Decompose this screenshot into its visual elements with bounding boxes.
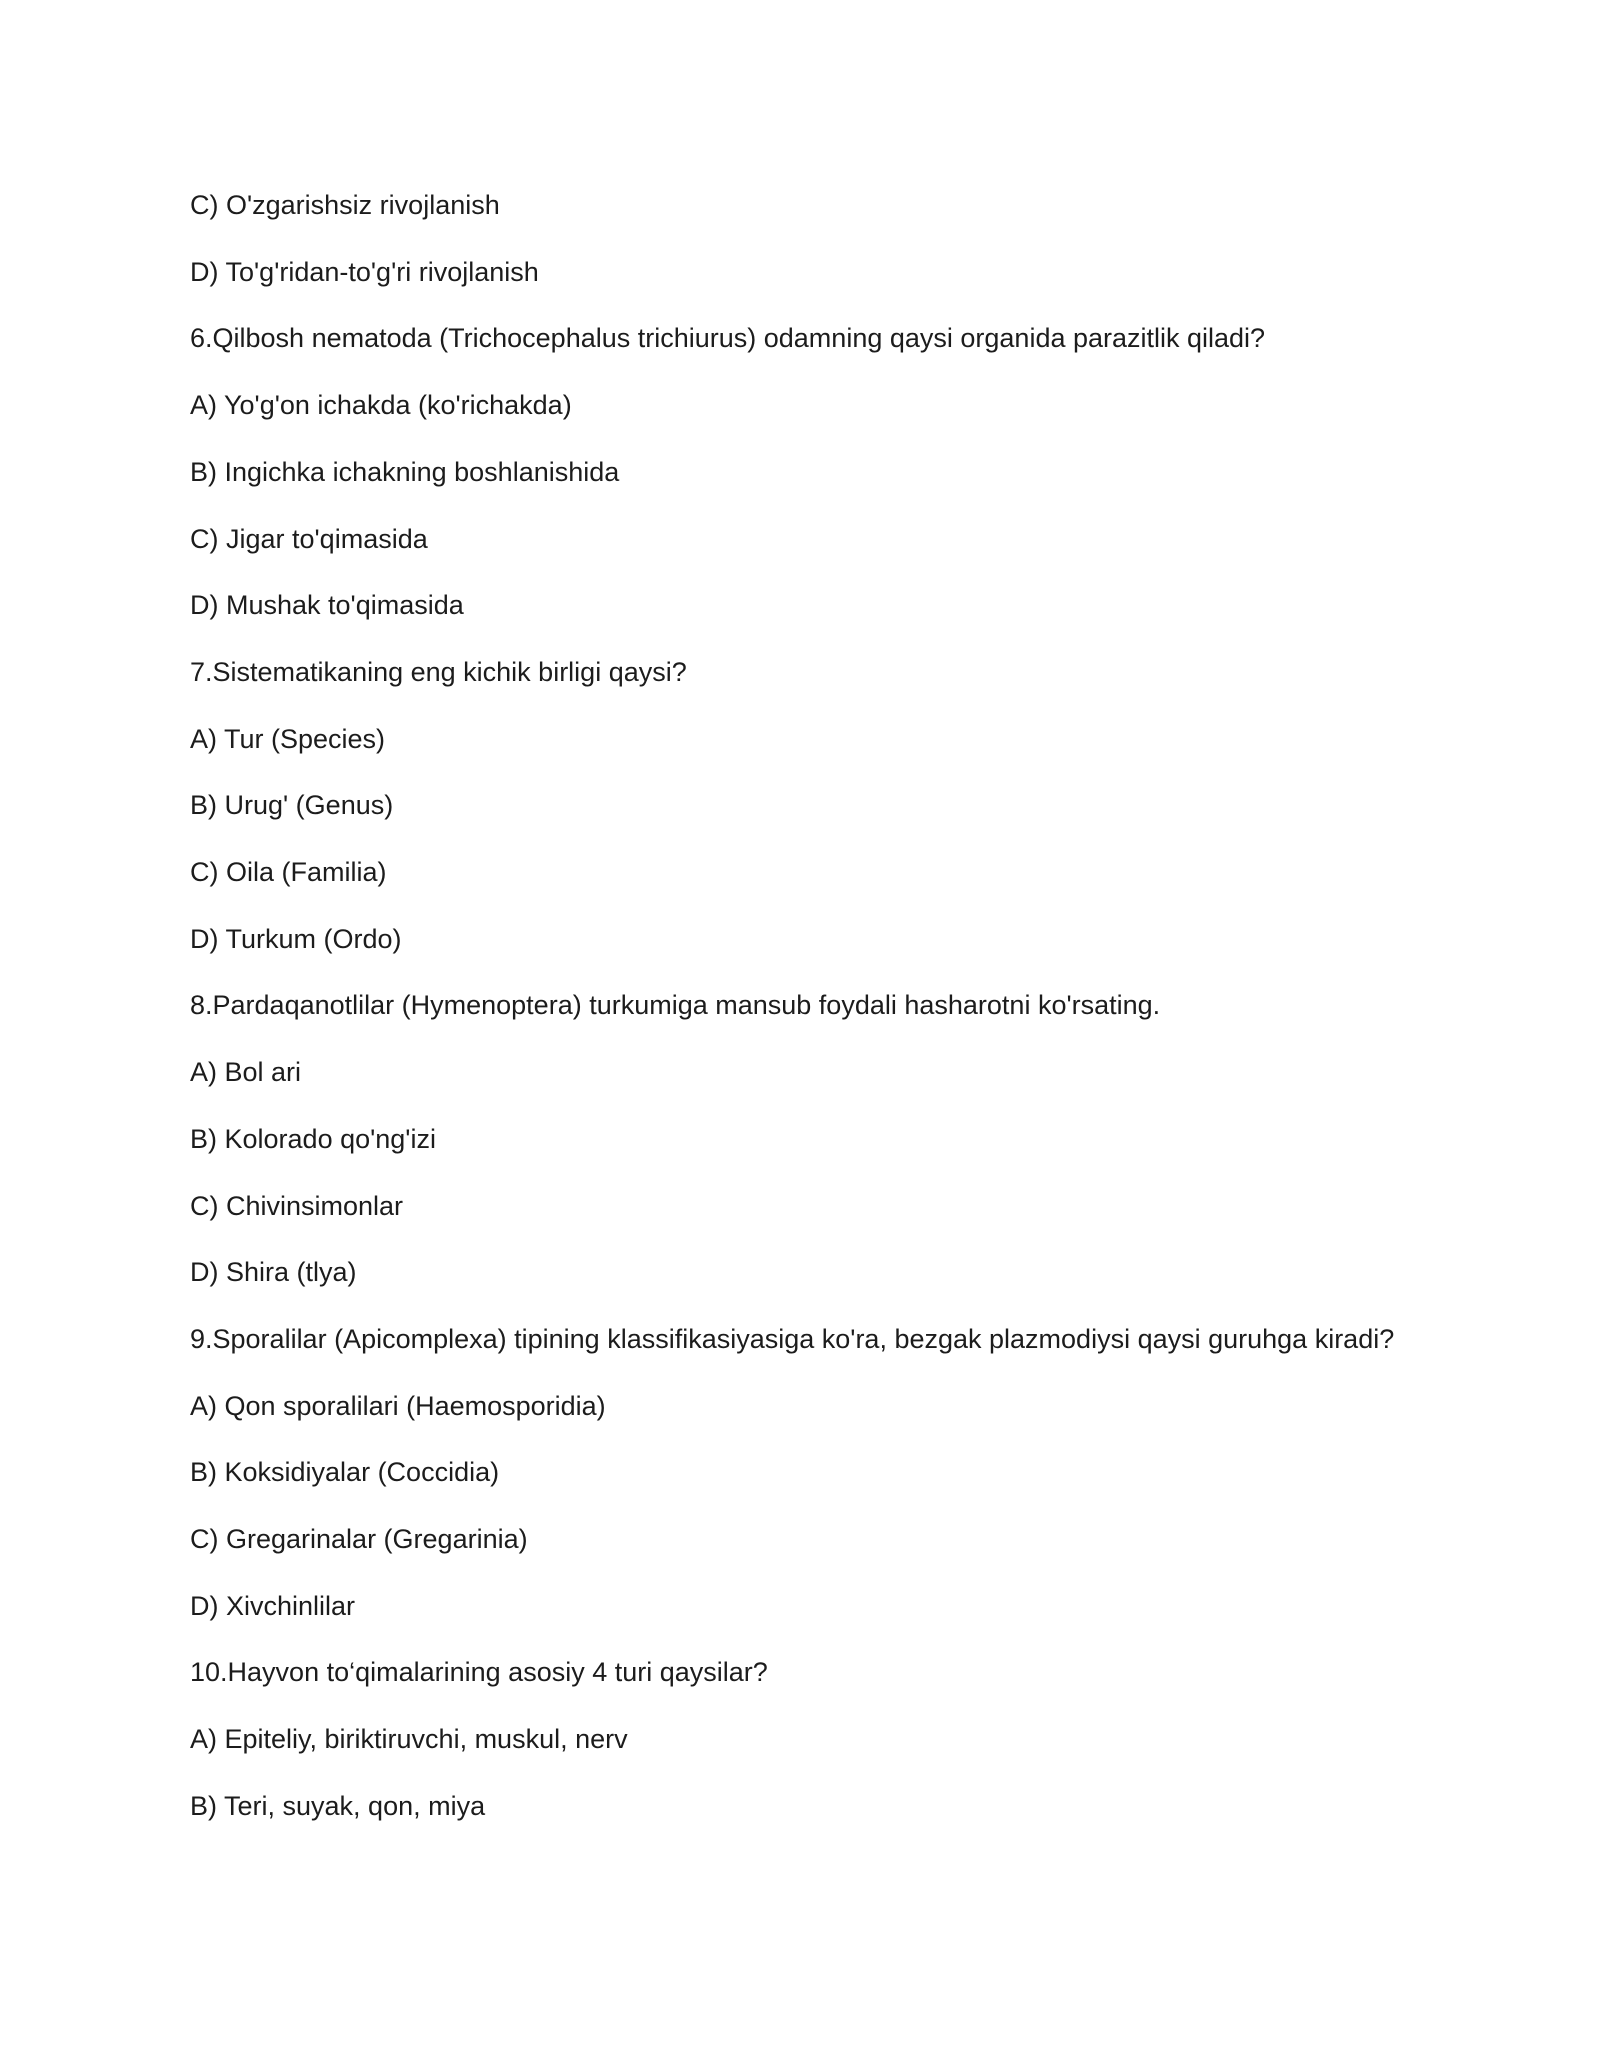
answer-option: A) Yo'g'on ichakda (ko'richakda): [190, 390, 572, 421]
question-text: 10.Hayvon to‘qimalarining asosiy 4 turi qaysilar?: [190, 1657, 768, 1688]
answer-option: B) Koksidiyalar (Coccidia): [190, 1457, 500, 1488]
answer-option: D) Mushak to'qimasida: [190, 590, 464, 621]
answer-option: D) Xivchinlilar: [190, 1590, 356, 1621]
answer-option: C) Oila (Familia): [190, 857, 387, 887]
answer-option: D) Turkum (Ordo): [190, 923, 402, 954]
answer-option: B) Teri, suyak, qon, miya: [190, 1790, 486, 1821]
answer-option: A) Epiteliy, biriktiruvchi, muskul, nerv: [190, 1724, 628, 1755]
answer-option: A) Bol ari: [190, 1057, 302, 1088]
answer-option: B) Urug' (Genus): [190, 790, 394, 821]
question-text: 8.Pardaqanotlilar (Hymenoptera) turkumiga mansub foydali hasharotni ko'rsating.: [190, 990, 1161, 1021]
question-text: 7.Sistematikaning eng kichik birligi qaysi?: [190, 656, 687, 687]
answer-option: C) Chivinsimonlar: [190, 1190, 404, 1221]
answer-option: C) Jigar to'qimasida: [190, 523, 428, 554]
question-text: 6.Qilbosh nematoda (Trichocephalus trichiurus) odamning qaysi organida parazitlik qiladi?: [190, 323, 1266, 354]
answer-option: B) Ingichka ichakning boshlanishida: [190, 456, 620, 487]
answer-option: D) To'g'ridan-to'g'ri rivojlanish: [190, 256, 539, 287]
answer-option: C) O'zgarishsiz rivojlanish: [190, 190, 500, 220]
answer-option: A) Qon sporalilari (Haemosporidia): [190, 1390, 606, 1421]
question-text: 9.Sporalilar (Apicomplexa) tipining klassifikasiyasiga ko'ra, bezgak plazmodiysi qaysi guruhga kiradi?: [190, 1323, 1395, 1354]
text-lines: [190, 0, 1440, 2070]
answer-option: B) Kolorado qo'ng'izi: [190, 1123, 436, 1154]
answer-option: D) Shira (tlya): [190, 1257, 357, 1288]
answer-option: A) Tur (Species): [190, 723, 386, 754]
answer-option: C) Gregarinalar (Gregarinia): [190, 1524, 528, 1554]
